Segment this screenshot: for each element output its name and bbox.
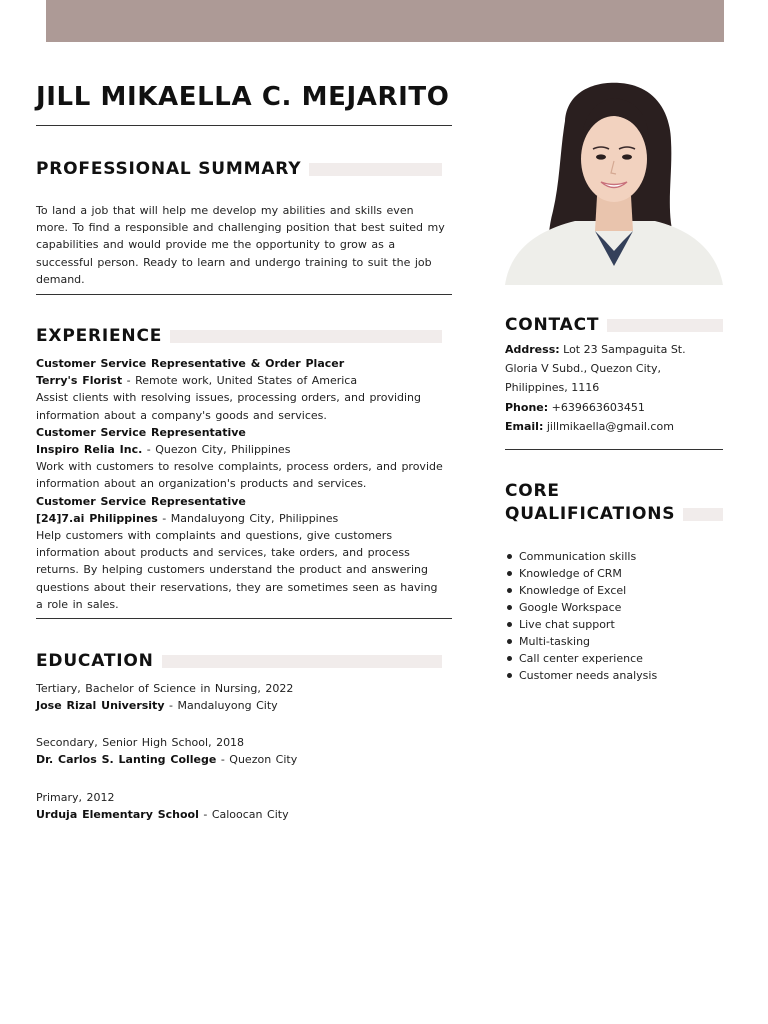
heading-stripe <box>309 163 442 176</box>
bullet-icon <box>507 588 512 593</box>
heading-stripe <box>170 330 442 343</box>
contact-details <box>505 340 725 436</box>
school-name: Jose Rizal University <box>36 699 165 713</box>
phone-value: +639663603451 <box>548 400 645 414</box>
job-company: Terry's Florist <box>36 374 123 388</box>
school-location: - Mandaluyong City <box>164 699 278 713</box>
applicant-name: JILL MIKAELLA C. MEJARITO <box>36 82 450 112</box>
job-title: Customer Service Representative <box>36 425 246 439</box>
job-title: Customer Service Representative & Order Placer <box>36 357 345 370</box>
phone-label: Phone: <box>505 400 549 414</box>
job-entry <box>36 424 448 493</box>
list-item <box>505 633 657 650</box>
qualification-text: Call center experience <box>519 652 643 665</box>
school-location: - Quezon City <box>216 753 298 767</box>
education-level: Tertiary, Bachelor of Science in Nursing, 2022 <box>36 682 294 695</box>
job-location: - Remote work, United States of America <box>122 374 358 388</box>
profile-photo <box>505 81 723 285</box>
qualification-text: Knowledge of Excel <box>519 584 627 597</box>
profile-photo-illustration <box>505 81 723 285</box>
job-location: - Mandaluyong City, Philippines <box>157 511 339 525</box>
address-line: Lot 23 Sampaguita St. <box>559 343 686 356</box>
email-label: Email: <box>505 419 544 433</box>
email-value: jillmikaella@gmail.com <box>543 419 674 433</box>
summary-divider <box>36 294 452 295</box>
heading-stripe <box>607 319 723 332</box>
address-label: Address: <box>505 343 560 356</box>
list-item <box>505 565 657 582</box>
experience-heading <box>36 325 442 347</box>
summary-heading <box>36 158 442 180</box>
job-entry <box>36 493 448 613</box>
job-entry <box>36 355 448 424</box>
list-item <box>505 582 657 599</box>
job-company: Inspiro Relia Inc. <box>36 443 143 457</box>
education-entry <box>36 789 448 823</box>
qualification-text: Customer needs analysis <box>519 669 658 682</box>
experience-divider <box>36 618 452 619</box>
education-heading-text: EDUCATION <box>36 651 154 671</box>
experience-list <box>36 355 448 613</box>
education-level: Secondary, Senior High School, 2018 <box>36 736 245 749</box>
job-location: - Quezon City, Philippines <box>142 443 291 457</box>
list-item <box>505 616 657 633</box>
education-heading <box>36 650 442 672</box>
address-line: Philippines, 1116 <box>505 381 600 395</box>
contact-heading-text: CONTACT <box>505 315 600 335</box>
qualification-text: Knowledge of CRM <box>519 567 622 580</box>
list-item <box>505 650 657 667</box>
education-entry <box>36 680 448 714</box>
top-accent-bar <box>46 0 724 42</box>
job-title: Customer Service Representative <box>36 494 246 508</box>
school-location: - Caloocan City <box>198 808 289 822</box>
contact-heading <box>505 314 723 336</box>
qualification-text: Google Workspace <box>519 601 622 614</box>
qualification-text: Multi-tasking <box>519 635 591 648</box>
contact-divider <box>505 449 723 450</box>
qualification-text: Communication skills <box>519 550 637 563</box>
heading-stripe <box>162 655 442 668</box>
bullet-icon <box>507 673 512 678</box>
list-item <box>505 599 657 616</box>
bullet-icon <box>507 605 512 610</box>
experience-heading-text: EXPERIENCE <box>36 326 163 346</box>
bullet-icon <box>507 571 512 576</box>
job-description: Assist clients with resolving issues, processing orders, and providing information about a company's goods and services. <box>36 391 421 422</box>
school-name: Urduja Elementary School <box>36 808 199 822</box>
bullet-icon <box>507 639 512 644</box>
qualifications-list <box>505 548 657 684</box>
core-heading-line2: QUALIFICATIONS <box>505 504 676 524</box>
name-divider <box>36 125 452 126</box>
qualification-text: Live chat support <box>519 618 615 631</box>
summary-text: To land a job that will help me develop my abilities and skills even more. To find a responsible and challenging position that best suited my capabilities and would provide me the opportunity to grow as a successful person. Ready to learn and undergo training to suit the job demand. <box>36 204 445 286</box>
bullet-icon <box>507 554 512 559</box>
bullet-icon <box>507 622 512 627</box>
school-name: Dr. Carlos S. Lanting College <box>36 753 217 767</box>
list-item <box>505 548 657 565</box>
core-heading-line1: CORE <box>505 481 560 501</box>
job-company: [24]7.ai Philippines <box>36 511 158 525</box>
education-entry <box>36 734 448 768</box>
job-description: Help customers with complaints and questions, give customers information about products and services, take orders, and process returns. By helping customers understand the product and answering questions about their reservations, they are sometimes seen as having a role in sales. <box>36 529 438 611</box>
bullet-icon <box>507 656 512 661</box>
address-line: Gloria V Subd., Quezon City, <box>505 362 661 376</box>
heading-stripe <box>683 508 723 521</box>
education-level: Primary, 2012 <box>36 791 115 804</box>
list-item <box>505 667 657 684</box>
core-qualifications-heading <box>505 480 723 526</box>
summary-heading-text: PROFESSIONAL SUMMARY <box>36 159 302 179</box>
job-description: Work with customers to resolve complaints, process orders, and provide information about an organization's products and services. <box>36 460 443 491</box>
